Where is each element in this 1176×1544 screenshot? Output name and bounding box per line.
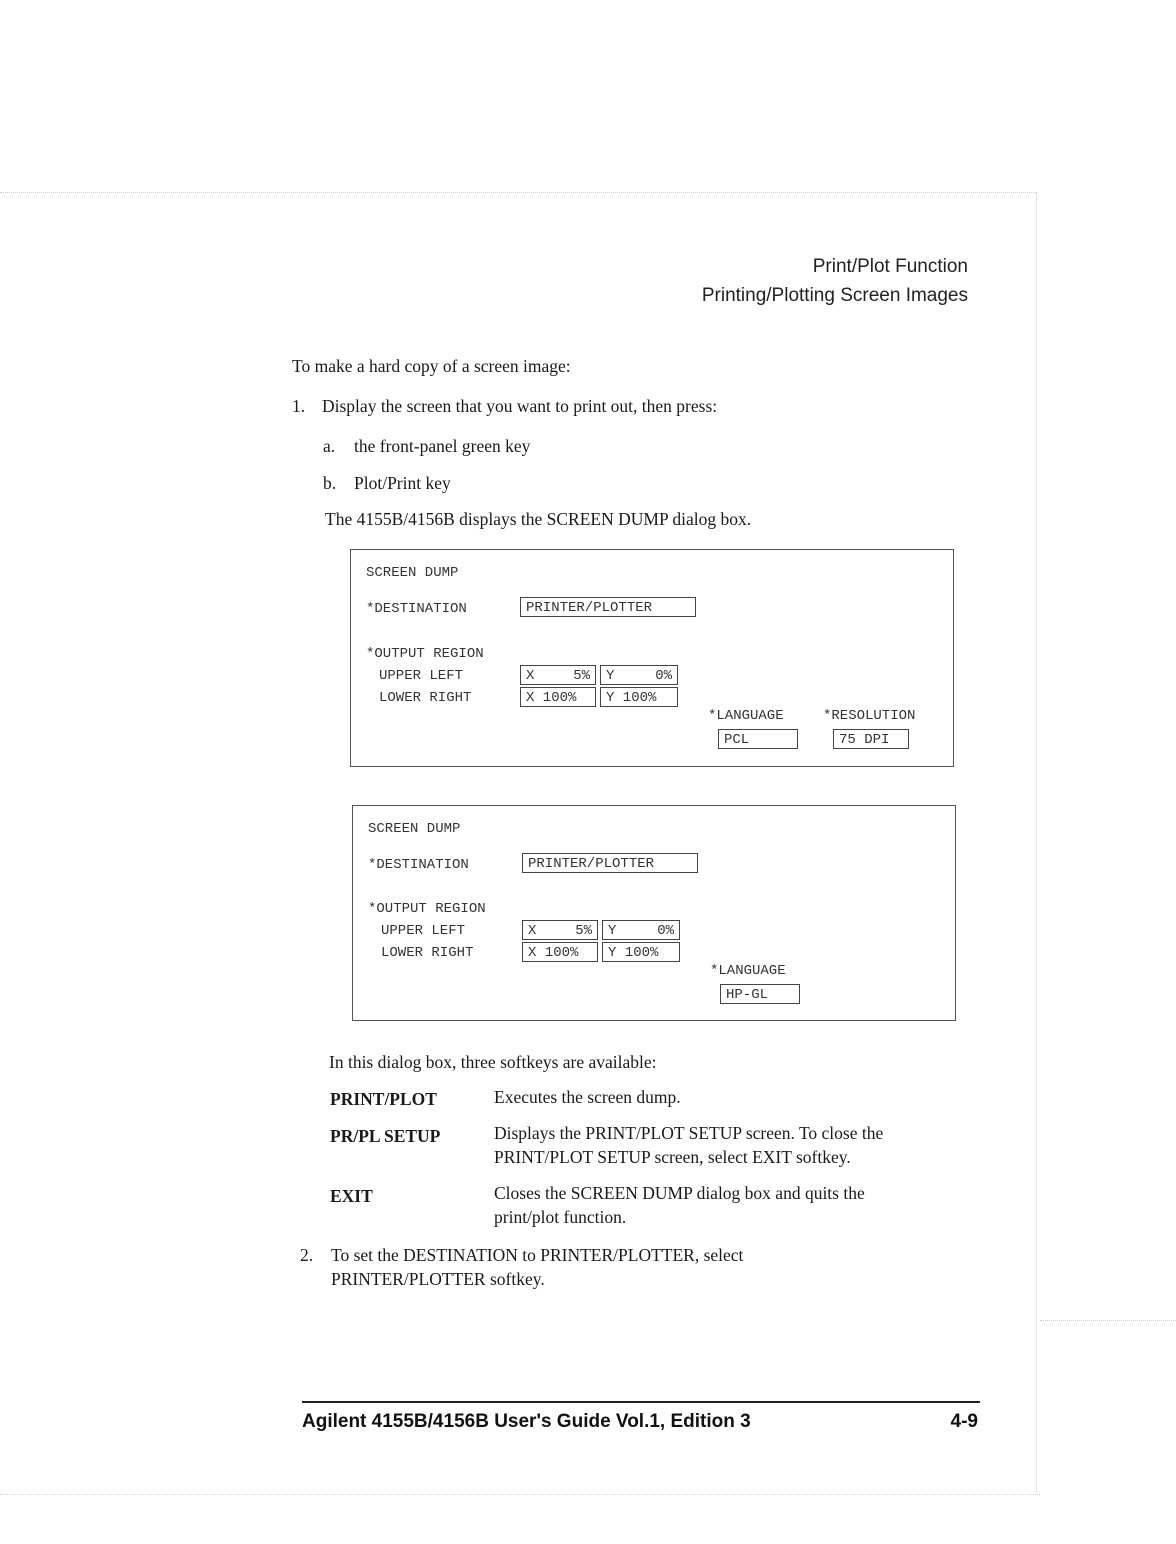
upper-left-x-field[interactable]	[520, 665, 596, 685]
step1a-letter: a.	[323, 436, 336, 456]
upper-left-y-axis: Y	[608, 923, 617, 939]
screen-dump-dialog-hpgl	[352, 805, 956, 1021]
step2-text: To set the DESTINATION to PRINTER/PLOTTER, select PRINTER/PLOTTER softkey.	[331, 1245, 744, 1289]
destination-field[interactable]: PRINTER/PLOTTER	[520, 597, 696, 617]
resolution-field[interactable]: 75 DPI	[833, 729, 909, 749]
page-number: 4-9	[950, 1411, 978, 1432]
step1a-text: the front-panel green key	[354, 436, 531, 456]
upper-left-label: UPPER LEFT	[381, 923, 466, 939]
lower-right-label: LOWER RIGHT	[379, 690, 472, 706]
upper-left-x-axis: X	[528, 923, 537, 939]
output-region-label: *OUTPUT REGION	[366, 646, 484, 662]
upper-left-x-axis: X	[526, 668, 535, 684]
intro-text: To make a hard copy of a screen image:	[292, 356, 571, 376]
language-label: *LANGUAGE	[708, 708, 784, 724]
upper-left-y-value: 0%	[657, 923, 674, 939]
step1-result: The 4155B/4156B displays the SCREEN DUMP dialog box.	[325, 509, 752, 529]
destination-field[interactable]: PRINTER/PLOTTER	[522, 853, 698, 873]
upper-left-label: UPPER LEFT	[379, 668, 464, 684]
upper-left-x-field[interactable]	[522, 920, 598, 940]
softkey-name: PRINT/PLOT	[330, 1089, 437, 1109]
lower-right-y-field[interactable]: Y 100%	[600, 687, 678, 707]
destination-label: *DESTINATION	[368, 857, 469, 873]
language-field[interactable]: HP-GL	[720, 984, 800, 1004]
scan-edge-right	[1036, 192, 1037, 1492]
upper-left-y-value: 0%	[655, 668, 672, 684]
output-region-label: *OUTPUT REGION	[368, 901, 486, 917]
upper-left-x-value: 5%	[575, 923, 592, 939]
scan-edge-tick	[1040, 1320, 1176, 1321]
upper-left-x-value: 5%	[573, 668, 590, 684]
lower-right-label: LOWER RIGHT	[381, 945, 474, 961]
step2-number: 2.	[300, 1245, 314, 1265]
upper-left-y-axis: Y	[606, 668, 615, 684]
softkey-description: Executes the screen dump.	[494, 1087, 681, 1107]
screen-dump-dialog-pcl	[350, 549, 954, 767]
scan-edge-top	[0, 192, 1036, 193]
footer-title: Agilent 4155B/4156B User's Guide Vol.1, Edition 3	[302, 1411, 751, 1432]
dialog-title: SCREEN DUMP	[368, 821, 461, 837]
resolution-label: *RESOLUTION	[823, 708, 916, 724]
chapter-title: Print/Plot Function	[812, 256, 968, 277]
upper-left-y-field[interactable]	[602, 920, 680, 940]
language-label: *LANGUAGE	[710, 963, 786, 979]
footer-rule	[302, 1401, 980, 1403]
upper-left-y-field[interactable]	[600, 665, 678, 685]
step1-number: 1.	[292, 396, 306, 416]
lower-right-x-field[interactable]: X 100%	[522, 942, 598, 962]
lower-right-y-field[interactable]: Y 100%	[602, 942, 680, 962]
lower-right-x-field[interactable]: X 100%	[520, 687, 596, 707]
softkey-description: Closes the SCREEN DUMP dialog box and quits the print/plot function.	[494, 1183, 865, 1227]
section-title: Printing/Plotting Screen Images	[701, 285, 968, 306]
softkeys-intro: In this dialog box, three softkeys are available:	[329, 1052, 657, 1072]
softkey-name: EXIT	[330, 1186, 373, 1206]
scan-edge-bottom	[0, 1494, 1040, 1495]
destination-label: *DESTINATION	[366, 601, 467, 617]
step1b-letter: b.	[323, 473, 337, 493]
running-header	[702, 252, 968, 310]
step1-text: Display the screen that you want to print out, then press:	[322, 396, 718, 416]
softkey-name: PR/PL SETUP	[330, 1126, 441, 1146]
language-field[interactable]: PCL	[718, 729, 798, 749]
step1b-text: Plot/Print key	[354, 473, 451, 493]
softkey-description: Displays the PRINT/PLOT SETUP screen. To close the PRINT/PLOT SETUP screen, select EXIT softkey.	[494, 1123, 884, 1167]
dialog-title: SCREEN DUMP	[366, 565, 459, 581]
